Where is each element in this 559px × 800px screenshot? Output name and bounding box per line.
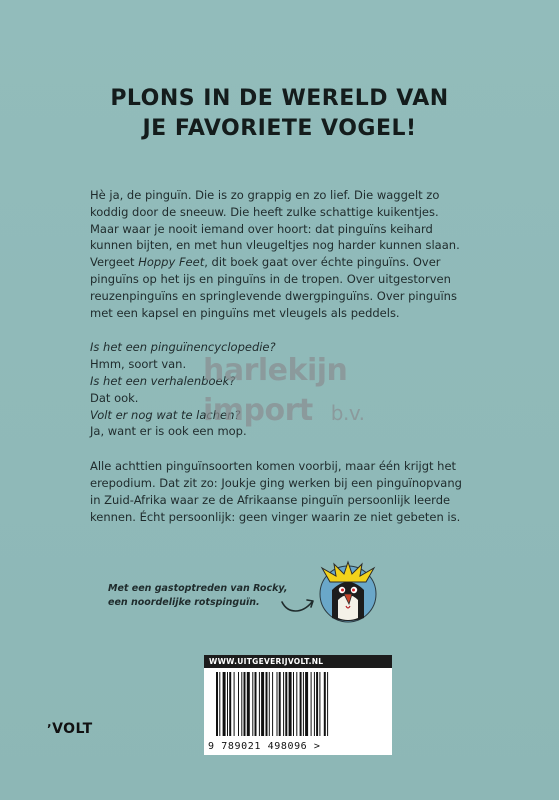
barcode-bar <box>324 672 326 736</box>
barcode-bar <box>255 672 257 736</box>
blurb-line: Maar waar je nooit iemand over hoort: dat pinguïns keihard <box>90 221 433 236</box>
blurb-line: Hè ja, de pinguïn. Die is zo grappig en zo lief. Die waggelt zo <box>90 188 440 202</box>
dialogue-answer: Dat ook. <box>90 390 139 405</box>
headline-line-1: PLONS IN DE WERELD VAN <box>110 86 449 111</box>
guest-note-line-1: Met een gastoptreden van Rocky, <box>108 583 288 594</box>
dialogue-question: Is het een pinguïnencyclopedie? <box>90 340 276 355</box>
barcode-bar <box>261 672 264 736</box>
blurb-text <box>90 187 490 543</box>
rockhopper-penguin-illustration <box>316 560 380 624</box>
text-fragment: Vergeet <box>90 255 139 270</box>
publisher-logo <box>47 721 93 737</box>
blurb-paragraph-3 <box>90 458 490 525</box>
watermark-suffix: b.v. <box>330 401 365 425</box>
barcode-bar <box>247 672 250 736</box>
blurb-line: erepodium. Dat zit zo: Joukje ging werken bij een pinguïnopvang <box>90 475 462 490</box>
barcode-bar <box>252 672 253 736</box>
blurb-line: Alle achttien pinguïnsoorten komen voorbij, maar één krijgt het <box>90 459 457 474</box>
barcode-bar <box>259 672 260 736</box>
barcode-bar <box>296 672 297 736</box>
barcode-bar <box>305 672 308 736</box>
isbn-number: 9 789021 498096 > <box>208 741 321 752</box>
barcode-bar <box>319 672 320 736</box>
barcode-bar <box>279 672 281 736</box>
blurb-line: in Zuid-Afrika waar ze de Afrikaanse pinguïn persoonlijk leerde <box>90 492 451 507</box>
barcode-bar <box>241 672 242 736</box>
barcode-bar <box>234 672 235 736</box>
book-title-italic: Hoppy Feet <box>138 255 205 270</box>
headline-line-2: JE FAVORIETE VOGEL! <box>142 116 417 141</box>
headline <box>0 84 559 144</box>
watermark-line-1: harlekijn <box>203 353 348 388</box>
publisher-url: WWW.UITGEVERIJVOLT.NL <box>204 655 392 668</box>
barcode-bar <box>303 672 304 736</box>
logo-mark-icon: ʼ <box>47 722 53 736</box>
isbn-barcode <box>214 672 382 738</box>
blurb-line: kennen. Écht persoonlijk: geen vinger waarin ze niet gebeten is. <box>90 509 461 524</box>
barcode-bar <box>227 672 228 736</box>
blurb-line: koddig door de sneeuw. Die heeft zulke schattige kuikentjes. <box>90 204 439 219</box>
barcode-bar <box>277 672 278 736</box>
barcode-bar <box>229 672 231 736</box>
blurb-line: pinguïns op het ijs en pinguïns in de tropen. Over uitgestorven <box>90 271 451 286</box>
barcode-bar <box>216 672 218 736</box>
curved-arrow-icon <box>280 588 318 616</box>
barcode-bar <box>266 672 268 736</box>
barcode-bar <box>219 672 220 736</box>
barcode-bar <box>314 672 315 736</box>
barcode-bar <box>293 672 294 736</box>
barcode-bar <box>316 672 318 736</box>
guest-note-line-2: een noordelijke rotspinguïn. <box>108 597 260 608</box>
dialogue-question: Is het een verhalenboek? <box>90 373 236 388</box>
guest-note <box>108 582 287 610</box>
blurb-line: reuzenpinguïns en springlevende dwergpinguïns. Over pinguïns <box>90 288 457 303</box>
blurb-dialogue <box>90 339 490 440</box>
text-fragment: , dit boek gaat over échte pinguïns. Over <box>204 255 441 270</box>
barcode-bar <box>300 672 302 736</box>
barcode-bar <box>272 672 273 736</box>
barcode-bar <box>311 672 312 736</box>
dialogue-question: Volt er nog wat te lachen? <box>90 407 241 422</box>
blurb-paragraph-1 <box>90 187 490 321</box>
blurb-line: kunnen bijten, en met hun vleugeltjes nog harder kunnen slaan. <box>90 238 460 253</box>
barcode-bar <box>289 672 292 736</box>
barcode-bar <box>223 672 226 736</box>
blurb-line <box>90 254 490 271</box>
barcode-bar <box>285 672 287 736</box>
logo-text: VOLT <box>52 721 93 737</box>
barcode-bar <box>244 672 246 736</box>
blurb-line: met een kapsel en pinguïns met vleugels als peddels. <box>90 305 400 320</box>
barcode-bar <box>238 672 239 736</box>
barcode-panel <box>204 655 392 755</box>
dialogue-answer: Hmm, soort van. <box>90 357 187 372</box>
barcode-bar <box>283 672 284 736</box>
watermark-word: import <box>203 393 313 428</box>
barcode-bar <box>269 672 270 736</box>
barcode-bar <box>327 672 328 736</box>
dialogue-answer: Ja, want er is ook een mop. <box>90 424 247 439</box>
